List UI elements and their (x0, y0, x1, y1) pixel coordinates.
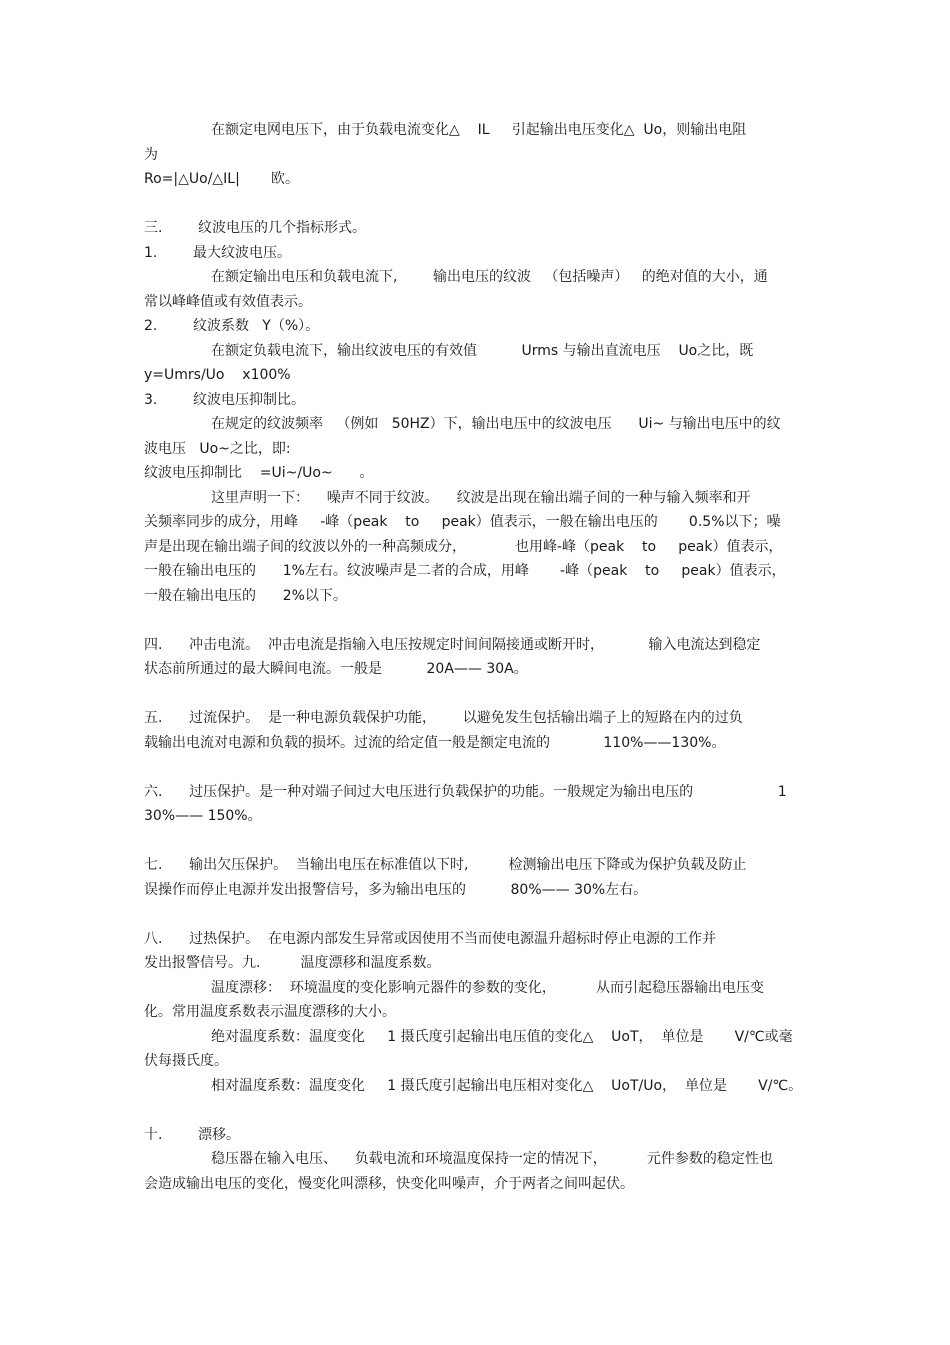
blank-line (144, 1098, 806, 1123)
text-line: 温度漂移： 环境温度的变化影响元器件的参数的变化， 从而引起稳压器输出电压变 (211, 979, 764, 996)
text-line: 2. 纹波系数 Y（%）。 (144, 318, 320, 334)
blank-line (144, 755, 806, 780)
text-line: 绝对温度系数：温度变化 1 摄氏度引起输出电压值的变化△ UoT， 单位是 V/℃或毫 (211, 1028, 793, 1045)
text-line: 关频率同步的成分，用峰 -峰（peak to peak）值表示，一般在输出电压的 0.5%以下；噪 (144, 514, 781, 530)
text-line: 十. 漂移。 (144, 1126, 241, 1143)
text-line: 六. 过压保护。是一种对端子间过大电压进行负载保护的功能。一般规定为输出电压的 1 (144, 783, 787, 800)
text-line: 会造成输出电压的变化，慢变化叫漂移，快变化叫噪声，介于两者之间叫起伏。 (144, 1175, 634, 1192)
text-line: 化。常用温度系数表示温度漂移的大小。 (144, 1004, 396, 1020)
text-line: 载输出电流对电源和负载的损坏。过流的给定值一般是额定电流的 110%——130%。 (144, 734, 726, 751)
text-line: 五. 过流保护。 是一种电源负载保护功能， 以避免发生包括输出端子上的短路在内的过负 (144, 710, 743, 726)
text-line: 八. 过热保护。 在电源内部发生异常或因使用不当而使电源温升超标时停止电源的工作并 (144, 930, 717, 947)
blank-line (144, 682, 806, 707)
text-line: 误操作而停止电源并发出报警信号，多为输出电压的 80%—— 30%左右。 (144, 881, 648, 898)
text-line: 30%—— 150%。 (144, 808, 262, 824)
text-line: 四. 冲击电流。 冲击电流是指输入电压按规定时间间隔接通或断开时， 输入电流达到稳定 (144, 636, 761, 653)
text-line: y=Umrs/Uo x100% (144, 367, 291, 383)
blank-line (144, 902, 806, 927)
text-line: 在额定输出电压和负载电流下, 输出电压的纹波 （包括噪声） 的绝对值的大小，通 (211, 269, 768, 285)
text-line: 一般在输出电压的 2%以下。 (144, 587, 347, 604)
text-line: 这里声明一下： 噪声不同于纹波。 纹波是出现在输出端子间的一种与输入频率和开 (211, 489, 751, 506)
text-line: 声是出现在输出端子间的纹波以外的一种高频成分， 也用峰-峰（peak to peak）值表示， (144, 538, 783, 555)
text-line: 发出报警信号。九. 温度漂移和温度系数。 (144, 955, 441, 971)
text-line: 1. 最大纹波电压。 (144, 244, 291, 261)
text-line: 3. 纹波电压抑制比。 (144, 391, 305, 408)
text-line: 状态前所通过的最大瞬间电流。一般是 20A—— 30A。 (144, 661, 528, 677)
blank-line (144, 829, 806, 854)
blank-line (144, 608, 806, 633)
text-line: 三. 纹波电压的几个指标形式。 (144, 220, 367, 236)
text-line: 为 (144, 146, 158, 163)
text-line: 稳压器在输入电压、 负载电流和环境温度保持一定的情况下， 元件参数的稳定性也 (211, 1151, 773, 1167)
text-line: 七. 输出欠压保护。 当输出电压在标准值以下时, 检测输出电压下降或为保护负载及防止 (144, 857, 747, 873)
text-line: 波电压 Uo~之比，即: (144, 440, 291, 457)
text-line: 常以峰峰值或有效值表示。 (144, 293, 312, 310)
document-body (144, 118, 806, 1196)
text-line: 在额定电网电压下，由于负载电流变化△ IL 引起输出电压变化△ Uo，则输出电阻 (211, 122, 747, 138)
text-line: Ro=|△Uo/△IL| 欧。 (144, 171, 299, 187)
text-line: 相对温度系数：温度变化 1 摄氏度引起输出电压相对变化△ UoT/Uo， 单位是 V/℃。 (211, 1077, 803, 1094)
text-line: 纹波电压抑制比 =Ui~/Uo~ 。 (144, 465, 374, 481)
text-line: 在额定负载电流下，输出纹波电压的有效值 Urms 与输出直流电压 Uo之比，既 (211, 342, 754, 359)
text-line: 伏每摄氏度。 (144, 1053, 228, 1069)
text-line: 一般在输出电压的 1%左右。纹波噪声是二者的合成，用峰 -峰（peak to peak）值表示， (144, 563, 786, 579)
blank-line (144, 192, 806, 217)
text-line: 在规定的纹波频率 （例如 50HZ）下，输出电压中的纹波电压 Ui~ 与输出电压中的纹 (211, 416, 781, 432)
